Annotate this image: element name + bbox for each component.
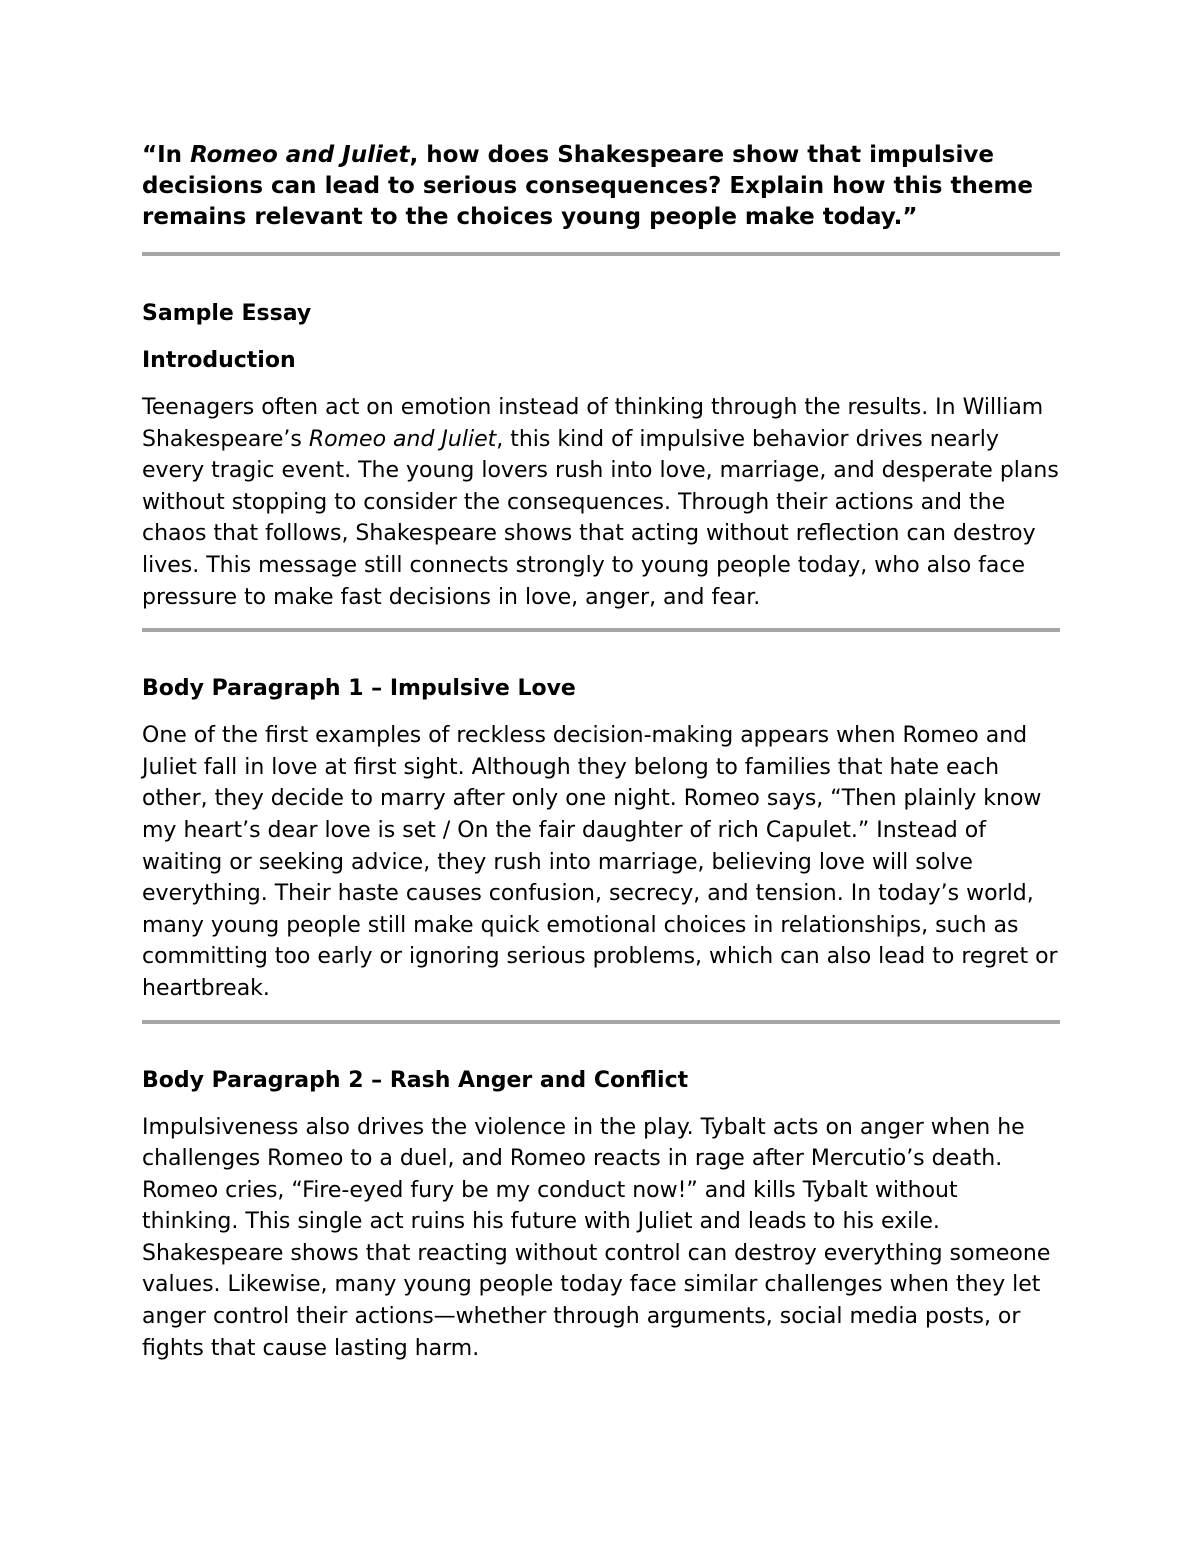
intro-play-title: Romeo and Juliet [308,426,497,452]
introduction-heading: Introduction [142,348,296,373]
essay-prompt [142,140,1060,233]
divider [142,628,1060,632]
intro-text-end: , this kind of impulsive behavior drives nearly every tragic event. The young lovers rush into love, marriage, and desperate plans without stopping to consider the consequences. Through their actions and the chaos that follows, Shakespeare shows that acting without reflection can destroy lives. This message still connects strongly to young people today, who also face pressure to make fast decisions in love, anger, and fear. [142,426,1059,610]
introduction-paragraph [142,392,1060,613]
intro-text-start: Teenagers often act on emotion instead of thinking through the results. In William Shakespeare’s [142,395,1044,452]
prompt-open: “In [142,142,191,168]
body1-heading: Body Paragraph 1 – Impulsive Love [142,676,576,702]
sample-essay-label: Sample Essay [142,301,312,326]
prompt-rest: , how does Shakespeare show that impulsive decisions can lead to serious consequences? Explain how this theme remains relevant to the choices young people make today.” [142,142,1034,230]
divider [142,252,1060,256]
prompt-play-title: Romeo and Juliet [190,142,410,168]
body2-heading: Body Paragraph 2 – Rash Anger and Conflict [142,1067,689,1093]
body1-paragraph: One of the first examples of reckless decision-making appears when Romeo and Juliet fall in love at first sight. Although they belong to families that hate each other, they decide to marry after only one night. Romeo says, “Then plainly know my heart’s dear love is set / On the fair daughter of rich Capulet.” Instead of waiting or seeking advice, they rush into marriage, believing love will solve everything. Their haste causes confusion, secrecy, and tension. In today’s world, many young people still make quick emotional choices in relationships, such as committing too early or ignoring serious problems, which can also lead to regret or heartbreak. [142,723,1058,1001]
body2-paragraph: Impulsiveness also drives the violence in the play. Tybalt acts on anger when he challenges Romeo to a duel, and Romeo reacts in rage after Mercutio’s death. Romeo cries, “Fire-eyed fury be my conduct now!” and kills Tybalt without thinking. This single act ruins his future with Juliet and leads to his exile. Shakespeare shows that reacting without control can destroy everything someone values. Likewise, many young people today face similar challenges when they let anger control their actions—whether through arguments, social media posts, or fights that cause lasting harm. [142,1114,1051,1361]
divider [142,1020,1060,1024]
document-page [142,140,1060,1364]
